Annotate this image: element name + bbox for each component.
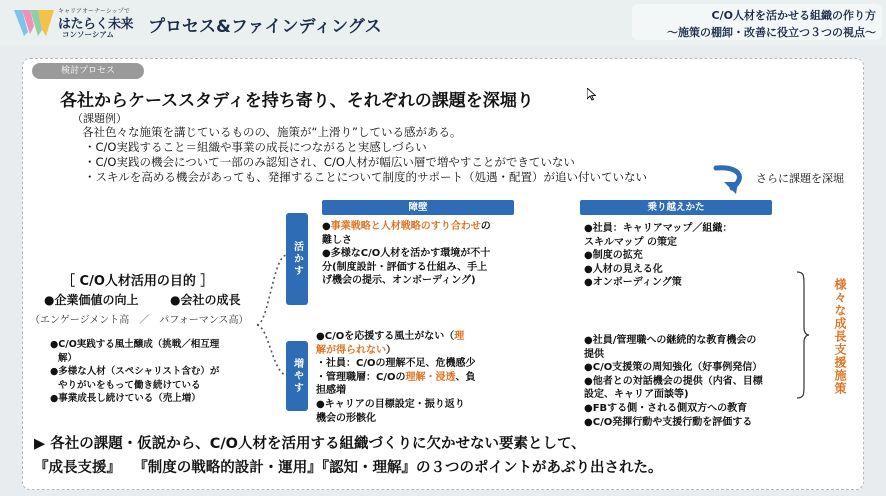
issue-line-4: ・スキルを高める機会があっても、発揮することについて制度的サポート（処遇・配置）が追い付いていない <box>84 170 648 184</box>
column-header-barrier: 障壁 <box>322 200 514 215</box>
barrier-katsu-block: ●事業戦略と人材戦略のすり合わせの 難しさ ●多様なC/O人材を活かす環境が不十 分(制度設計・評価する仕組み、手上 げ機会の提示、オンボーディング) <box>322 221 491 287</box>
consortium-logo-icon <box>14 8 54 38</box>
purpose-title: ［ C/O人材活用の目的 ］ <box>62 274 214 289</box>
list-item: ●C/O実践する風土醸成（挑戦／相互理 <box>50 339 220 350</box>
list-item: やりがいをもって働き続けている <box>58 379 201 391</box>
purpose-list <box>50 338 219 406</box>
conclusion-line-2: 『成長支援』 『制度の戦略的設計・運用』『認知・理解』の３つのポイントがあぶり出された。 <box>34 460 663 476</box>
overcome-fuyasu-block: ●社員/管理職への継続的な教育機会の 提供 ●C/O支援策の周知強化（好事例発信） ●他者との対話機会の提供（内省、目標 設定、キャリア面談等) ●FBする側・される側双方への教育 ●C/O発揮行動や支援行動を評価する <box>584 335 763 428</box>
dig-deeper-label: さらに課題を深堀 <box>756 172 844 185</box>
issue-line-2: ・C/O実践すること＝組織や事業の成長につながると実感しづらい <box>84 140 427 154</box>
conclusion-line-1: ▶ 各社の課題・仮説から、C/O人材を活用する組織づくりに欠かせない要素として、 <box>34 436 586 452</box>
process-label-pill: 検討プロセス <box>32 63 144 79</box>
curved-arrow-icon <box>710 164 754 198</box>
header-bar <box>0 0 886 46</box>
goal-subtext: （エンゲージメント高 ／ パフォーマンス高） <box>30 315 249 326</box>
logo-tagline: キャリアオーナーシップで <box>58 8 130 15</box>
goal-corporate-value: ●企業価値の向上 <box>44 293 139 307</box>
issue-heading: （課題例） <box>72 112 127 125</box>
list-item: 解） <box>58 352 78 364</box>
logo-subname: コンソーシアム <box>62 30 114 39</box>
mouse-cursor-icon <box>587 88 596 101</box>
header-subtitle-line2: 〜施策の棚卸・改善に役立つ３つの視点〜 <box>667 26 876 39</box>
list-item: ●多様な人材（スペシャリスト含む）が <box>50 366 220 377</box>
issue-line-3: ・C/O実践の機会について一部のみ認知され、C/O人材が幅広い層で増やすことができていない <box>84 155 575 169</box>
barrier-line: ●事業戦略と人材戦略のすり合わせの <box>322 221 491 232</box>
header-subtitle-line1: C/O人材を活かせる組織の作り方 <box>711 9 876 22</box>
category-fuyasu: 増やす <box>286 341 308 411</box>
page-title: プロセス&ファインディングス <box>148 17 382 37</box>
dotted-connector <box>255 225 289 400</box>
growth-support-label: 様々な成長支援施策 <box>833 278 847 395</box>
issue-line-1: 各社色々な施策を講じているものの、施策が“上滑り”している感がある。 <box>82 125 462 139</box>
overcome-katsu-block: ●社員：キャリアマップ／組織： スキルマップ の策定 ●制度の拡充 ●人材の見える化 ●オンボーディング策 <box>584 223 733 289</box>
right-bracket <box>796 270 810 400</box>
list-item: ●事業成長し続けている（売上増） <box>50 393 201 404</box>
logo-name: はたらく未来 <box>58 17 134 32</box>
category-katsu: 活かす <box>286 213 308 305</box>
goal-company-growth: ●会社の成長 <box>170 293 241 307</box>
header-subtitle-box <box>632 4 882 40</box>
barrier-fuyasu-block: ●C/Oを応援する風土がない（理 解が得られない） ・社員：C/Oの理解不足、危機感少 ・管理職層：C/Oの理解・浸透、負 担感増 ●キャリアの目標設定・振り返り 機会の形骸化 <box>316 331 476 424</box>
main-heading: 各社からケーススタディを持ち寄り、それぞれの課題を深堀り <box>60 91 534 111</box>
column-header-overcome: 乗り越えかた <box>580 200 772 215</box>
